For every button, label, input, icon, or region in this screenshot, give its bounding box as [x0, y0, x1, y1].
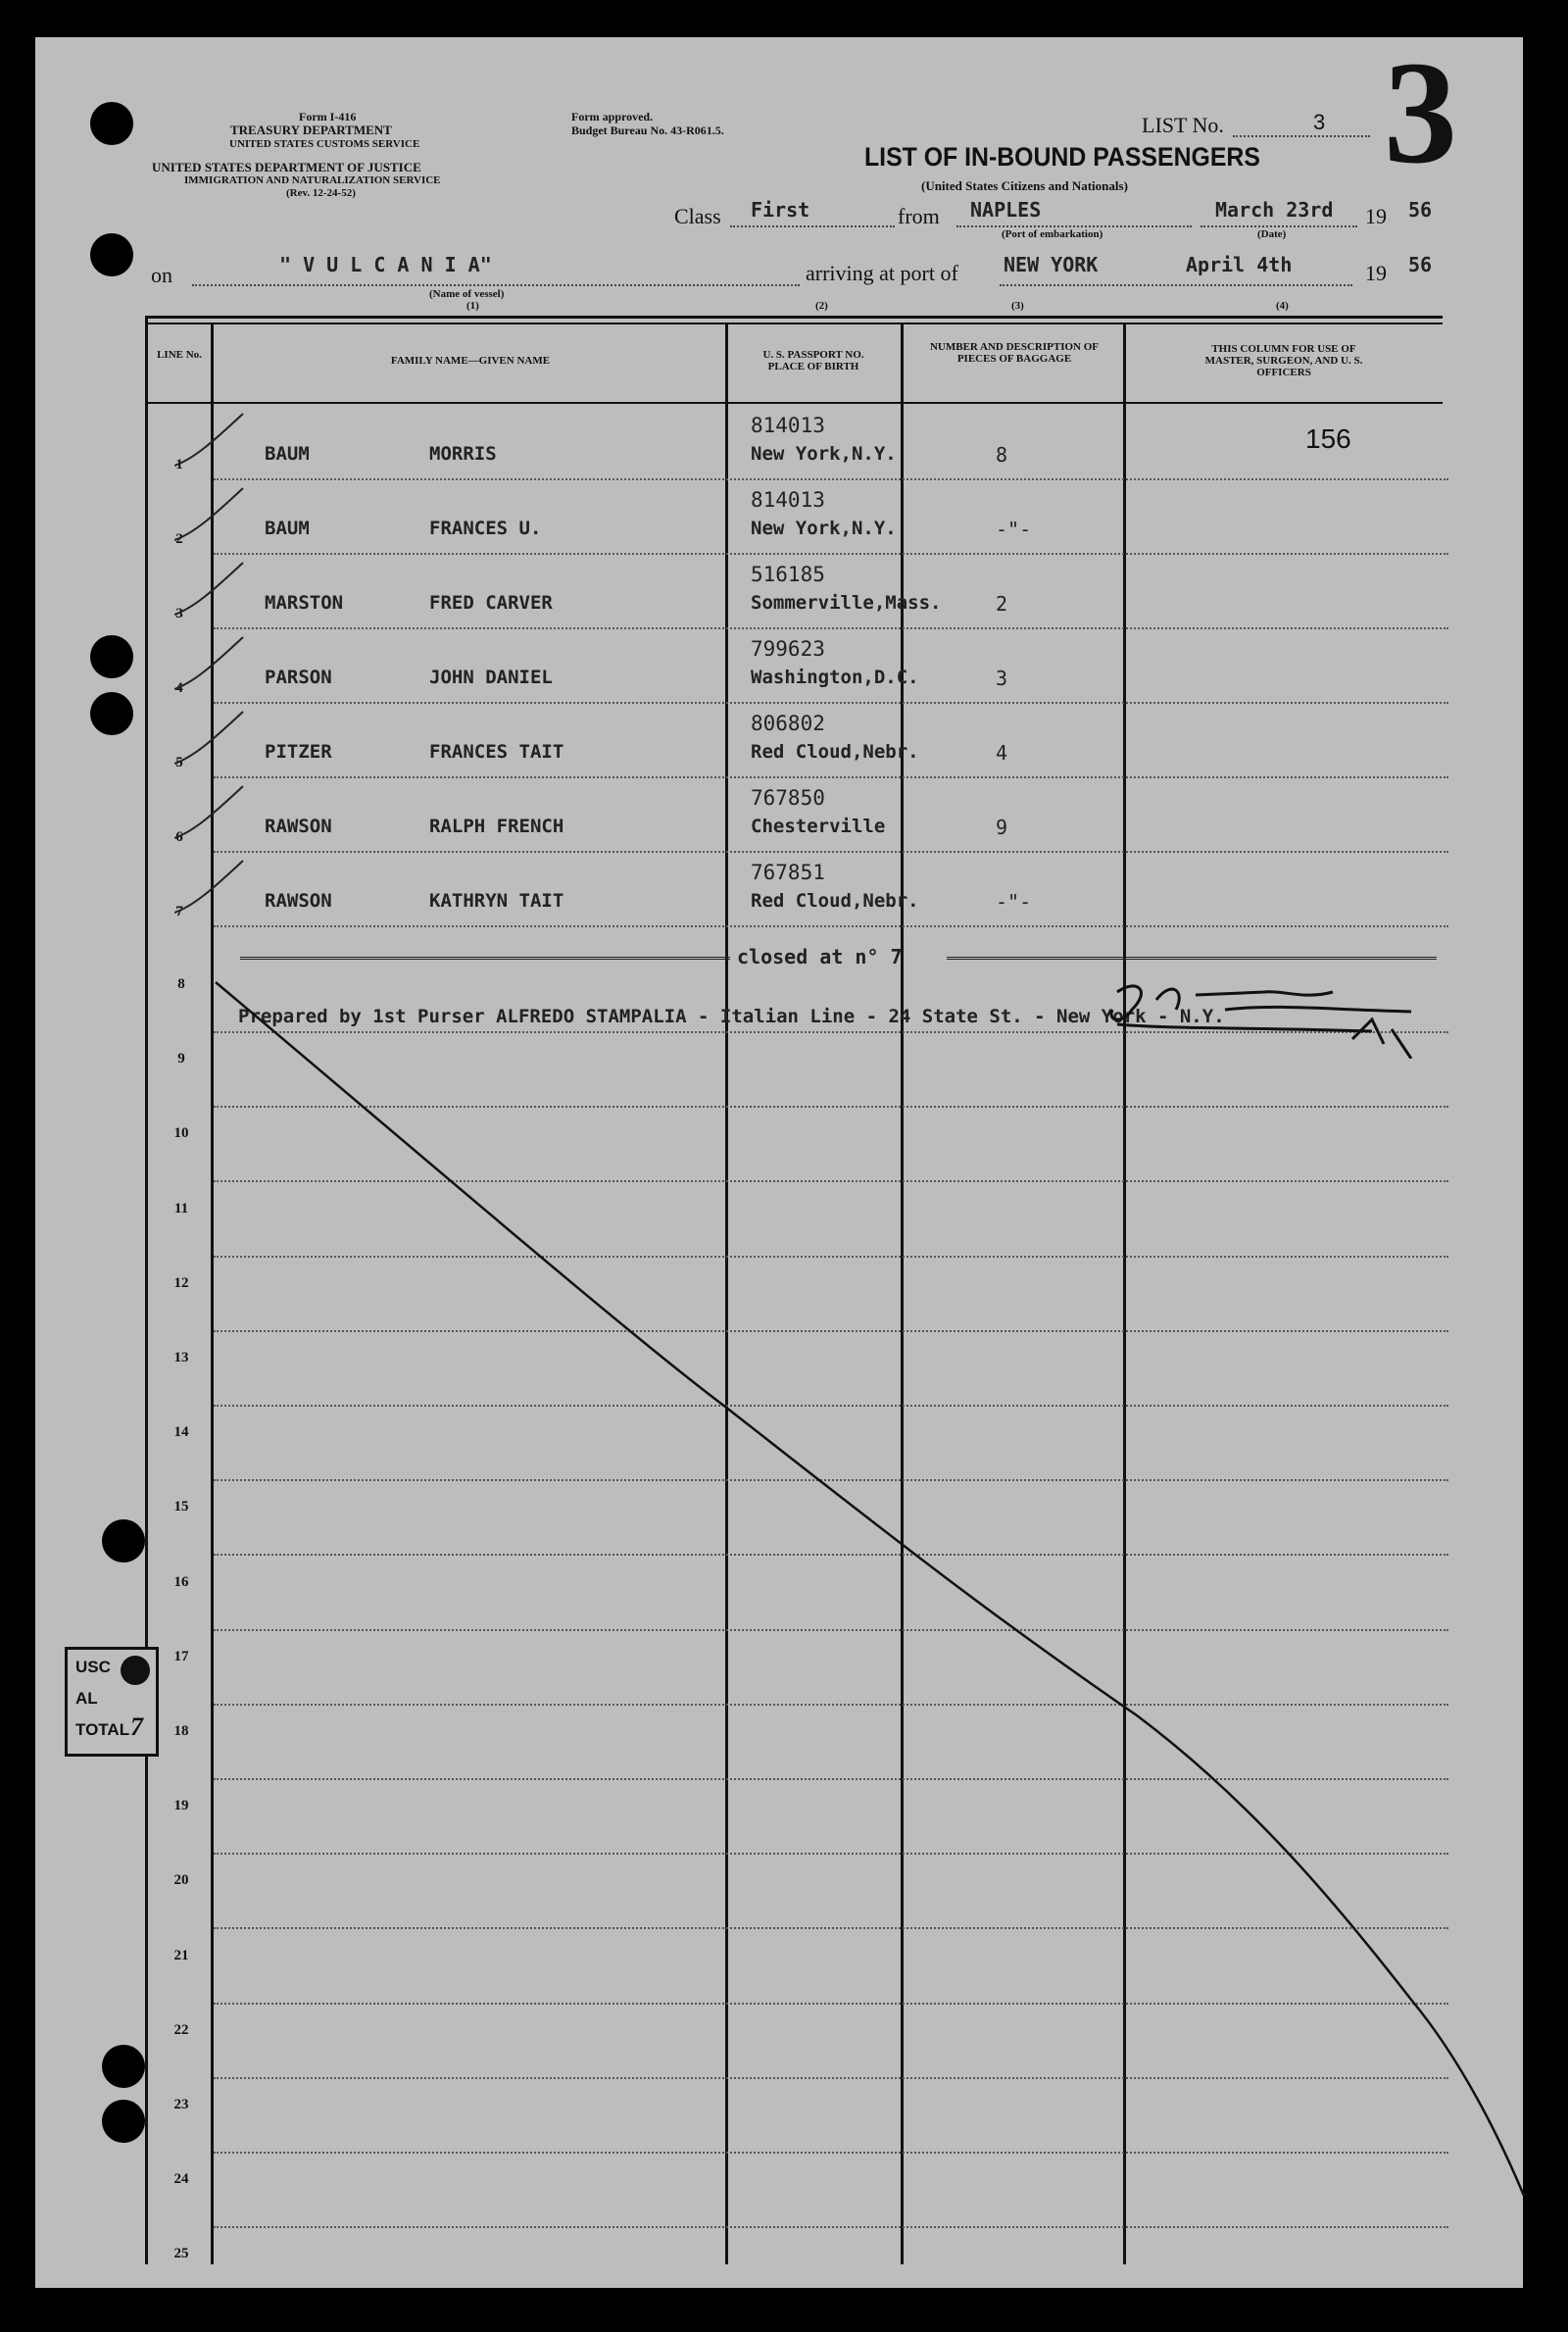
list-no-value: 3 [1313, 110, 1326, 134]
vessel-name: " V U L C A N I A" [279, 253, 492, 276]
stamp-total-value: 7 [130, 1712, 143, 1741]
passenger-given-name: FRED CARVER [429, 592, 553, 614]
baggage-count: 4 [996, 741, 1008, 765]
passenger-family-name: RAWSON [265, 816, 332, 837]
baggage-count: -"- [996, 890, 1032, 914]
class-label: Class [674, 204, 721, 228]
row-line-number: 23 [173, 2097, 189, 2112]
passenger-given-name: KATHRYN TAIT [429, 890, 564, 912]
page-subtitle: (United States Citizens and Nationals) [921, 178, 1128, 193]
row-line-number: 4 [175, 680, 183, 696]
from-value: NAPLES [970, 198, 1042, 222]
row-line-number: 7 [175, 904, 183, 919]
customs-service: UNITED STATES CUSTOMS SERVICE [229, 138, 420, 150]
vessel-label: (Name of vessel) [429, 288, 505, 300]
stamp-total: TOTAL [75, 1720, 130, 1739]
baggage-count: 2 [996, 592, 1008, 616]
ins-label: IMMIGRATION AND NATURALIZATION SERVICE [184, 174, 441, 186]
dep-year-prefix: 19 [1365, 204, 1387, 228]
place-of-birth: Chesterville [751, 816, 886, 837]
row-line-number: 15 [173, 1499, 189, 1515]
passenger-given-name: FRANCES TAIT [429, 741, 564, 763]
arrival-year: 56 [1408, 253, 1433, 276]
row-line-number: 12 [173, 1274, 189, 1291]
passenger-given-name: RALPH FRENCH [429, 816, 564, 837]
page-number-stamp: 3 [1384, 31, 1457, 194]
arrival-date: April 4th [1186, 253, 1293, 276]
baggage-count: 8 [996, 443, 1008, 467]
arriving-label: arriving at port of [806, 261, 958, 285]
row-line-number: 20 [173, 1872, 189, 1889]
place-of-birth: Washington,D.C. [751, 667, 919, 688]
passport-number: 516185 [751, 563, 825, 586]
row-line-number: 16 [173, 1573, 189, 1590]
passenger-family-name: PARSON [265, 667, 332, 688]
passport-number: 767850 [751, 786, 825, 810]
baggage-count: 9 [996, 816, 1008, 839]
revision-label: (Rev. 12-24-52) [286, 187, 356, 199]
passenger-given-name: MORRIS [429, 443, 497, 465]
passport-number: 767851 [751, 861, 825, 884]
passport-number: 799623 [751, 637, 825, 661]
row-line-number: 8 [177, 976, 185, 992]
row-line-number: 3 [175, 606, 183, 621]
row-line-number: 18 [173, 1723, 189, 1739]
class-value: First [751, 198, 810, 222]
row-line-number: 25 [173, 2246, 189, 2262]
row-line-number: 1 [175, 457, 183, 472]
col-1-label: (1) [466, 300, 479, 312]
passport-number: 814013 [751, 414, 825, 437]
stamp-usc: USC [75, 1658, 111, 1676]
row-line-number: 11 [173, 1200, 189, 1216]
departure-year: 56 [1408, 198, 1433, 222]
from-label: from [898, 204, 940, 228]
place-of-birth: New York,N.Y. [751, 443, 897, 465]
row-line-number: 17 [173, 1648, 189, 1664]
passenger-family-name: RAWSON [265, 890, 332, 912]
stamp-al: AL [75, 1689, 98, 1708]
row-line-number: 14 [173, 1424, 189, 1441]
arrival-port: NEW YORK [1004, 253, 1099, 276]
form-number: Form I-416 [299, 110, 357, 124]
col-header-baggage: NUMBER AND DESCRIPTION OF PIECES OF BAGGAGE [929, 341, 1100, 365]
row-line-number: 5 [175, 755, 183, 770]
date-label: (Date) [1257, 228, 1287, 240]
col-3-label: (3) [1011, 300, 1024, 312]
departure-date: March 23rd [1215, 198, 1334, 222]
place-of-birth: Red Cloud,Nebr. [751, 741, 919, 763]
row-line-number: 22 [173, 2021, 189, 2038]
on-label: on [151, 263, 172, 287]
baggage-count: -"- [996, 518, 1032, 541]
passenger-family-name: PITZER [265, 741, 332, 763]
arr-year-prefix: 19 [1365, 261, 1387, 285]
budget-bureau: Budget Bureau No. 43-R061.5. [571, 124, 724, 137]
passenger-family-name: BAUM [265, 443, 310, 465]
col-header-officers: THIS COLUMN FOR USE OF MASTER, SURGEON, AND U. S. OFFICERS [1204, 343, 1363, 378]
row-line-number: 13 [173, 1350, 189, 1365]
passenger-family-name: MARSTON [265, 592, 344, 614]
col-header-name: FAMILY NAME—GIVEN NAME [390, 355, 551, 367]
col-header-passport: U. S. PASSPORT NO. PLACE OF BIRTH [762, 349, 864, 372]
baggage-count: 3 [996, 667, 1008, 690]
place-of-birth: Red Cloud,Nebr. [751, 890, 919, 912]
page-title: LIST OF IN-BOUND PASSENGERS [864, 142, 1260, 172]
row-line-number: 10 [173, 1125, 189, 1142]
row-line-number: 19 [173, 1798, 189, 1814]
row-line-number: 6 [175, 829, 183, 845]
col-4-label: (4) [1276, 300, 1289, 312]
passenger-given-name: JOHN DANIEL [429, 667, 553, 688]
row-line-number: 9 [177, 1051, 185, 1067]
closed-at-text: closed at n° 7 [737, 945, 903, 968]
form-approved: Form approved. [571, 110, 654, 124]
stamp-scribble [121, 1656, 150, 1685]
prepared-by-text: Prepared by 1st Purser ALFREDO STAMPALIA - Italian Line - 24 State St. - New York - N.Y. [238, 1006, 1225, 1027]
passport-number: 806802 [751, 712, 825, 735]
port-embarkation-label: (Port of embarkation) [1002, 228, 1103, 240]
passenger-given-name: FRANCES U. [429, 518, 542, 539]
place-of-birth: New York,N.Y. [751, 518, 897, 539]
passport-number: 814013 [751, 488, 825, 512]
treasury-department: TREASURY DEPARTMENT [230, 123, 392, 137]
department-of-justice: UNITED STATES DEPARTMENT OF JUSTICE [152, 160, 421, 174]
row-line-number: 2 [175, 531, 183, 547]
col-2-label: (2) [815, 300, 828, 312]
officer-note: 156 [1305, 423, 1351, 454]
passenger-family-name: BAUM [265, 518, 310, 539]
row-line-number: 21 [173, 1947, 189, 1963]
usc-stamp [65, 1647, 159, 1757]
list-no-label: LIST No. [1142, 113, 1224, 137]
row-line-number: 24 [173, 2171, 189, 2188]
place-of-birth: Sommerville,Mass. [751, 592, 942, 614]
col-header-line-no: LINE No. [157, 349, 202, 361]
